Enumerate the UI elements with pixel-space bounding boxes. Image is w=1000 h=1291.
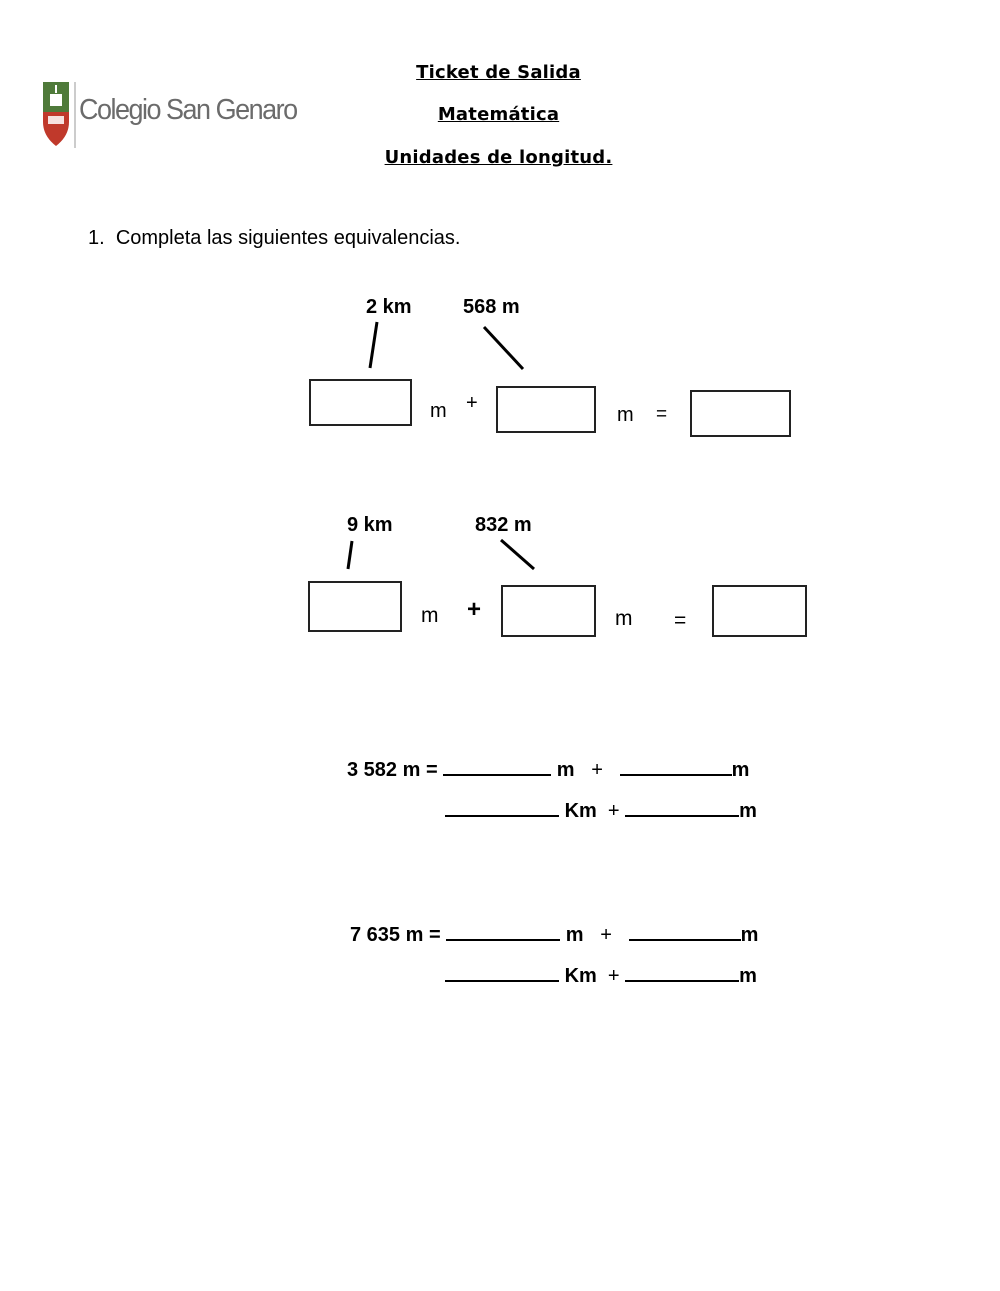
- ex4-total: 7 635 m =: [350, 924, 441, 946]
- topic-title: Unidades de longitud.: [384, 147, 613, 168]
- ex2-result-box[interactable]: [712, 585, 807, 637]
- ex3-blank-c[interactable]: [625, 799, 739, 817]
- connector-line-1: [370, 322, 377, 368]
- ex4-blank-km[interactable]: [445, 964, 559, 982]
- ex3-blank-km[interactable]: [445, 799, 559, 817]
- ex1-plus: +: [466, 392, 478, 414]
- ex1-m-label: 568 m: [463, 296, 520, 318]
- ex2-equals: =: [674, 609, 687, 632]
- ex4-unit-b: m: [740, 924, 759, 946]
- ex3-line-1: [347, 758, 749, 782]
- ex4-unit-c: m: [739, 965, 757, 987]
- instruction-text: Completa las siguientes equivalencias.: [115, 227, 461, 249]
- ex1-m-box[interactable]: [496, 386, 596, 433]
- ex3-unit-a: m: [556, 759, 575, 781]
- ex3-unit-c: m: [739, 800, 757, 822]
- ex4-unit-a: m: [565, 924, 584, 946]
- connector-line-3: [348, 541, 352, 569]
- ex4-plus-2: +: [607, 965, 620, 987]
- school-name: Colegio San Genaro: [79, 94, 297, 126]
- ex1-km-label: 2 km: [366, 296, 412, 318]
- ex1-result-box[interactable]: [690, 390, 791, 437]
- ex2-unit-2: m: [615, 607, 633, 630]
- ex1-unit-2: m: [617, 404, 634, 426]
- ex1-km-box[interactable]: [309, 379, 412, 426]
- ex4-unit-km: Km: [564, 965, 597, 987]
- ex4-line-1: [350, 923, 758, 947]
- ex3-unit-b: m: [731, 759, 750, 781]
- ex4-line-2: [445, 964, 757, 988]
- connector-line-2: [484, 327, 523, 369]
- ex4-blank-b[interactable]: [629, 923, 741, 941]
- ex2-unit-1: m: [421, 604, 439, 627]
- instruction-number: 1.: [88, 227, 105, 249]
- ex3-blank-b[interactable]: [620, 758, 732, 776]
- connector-line-4: [501, 540, 534, 569]
- ex2-m-label: 832 m: [475, 514, 532, 536]
- ex2-plus: +: [467, 596, 482, 623]
- ex3-unit-km: Km: [564, 800, 597, 822]
- ex1-unit-1: m: [430, 400, 447, 422]
- ex3-line-2: [445, 799, 757, 823]
- ticket-title: Ticket de Salida: [416, 62, 581, 83]
- ex4-plus-1: +: [600, 924, 612, 946]
- ex2-km-box[interactable]: [308, 581, 402, 632]
- ex2-km-label: 9 km: [347, 514, 393, 536]
- ex4-blank-a[interactable]: [446, 923, 560, 941]
- ex3-plus-1: +: [591, 759, 603, 781]
- ex1-equals: =: [656, 404, 668, 425]
- ex3-total: 3 582 m =: [347, 759, 438, 781]
- ex3-blank-a[interactable]: [443, 758, 551, 776]
- ex4-blank-c[interactable]: [625, 964, 739, 982]
- ex3-plus-2: +: [607, 800, 620, 822]
- ex2-m-box[interactable]: [501, 585, 596, 637]
- subject-title: Matemática: [437, 104, 560, 125]
